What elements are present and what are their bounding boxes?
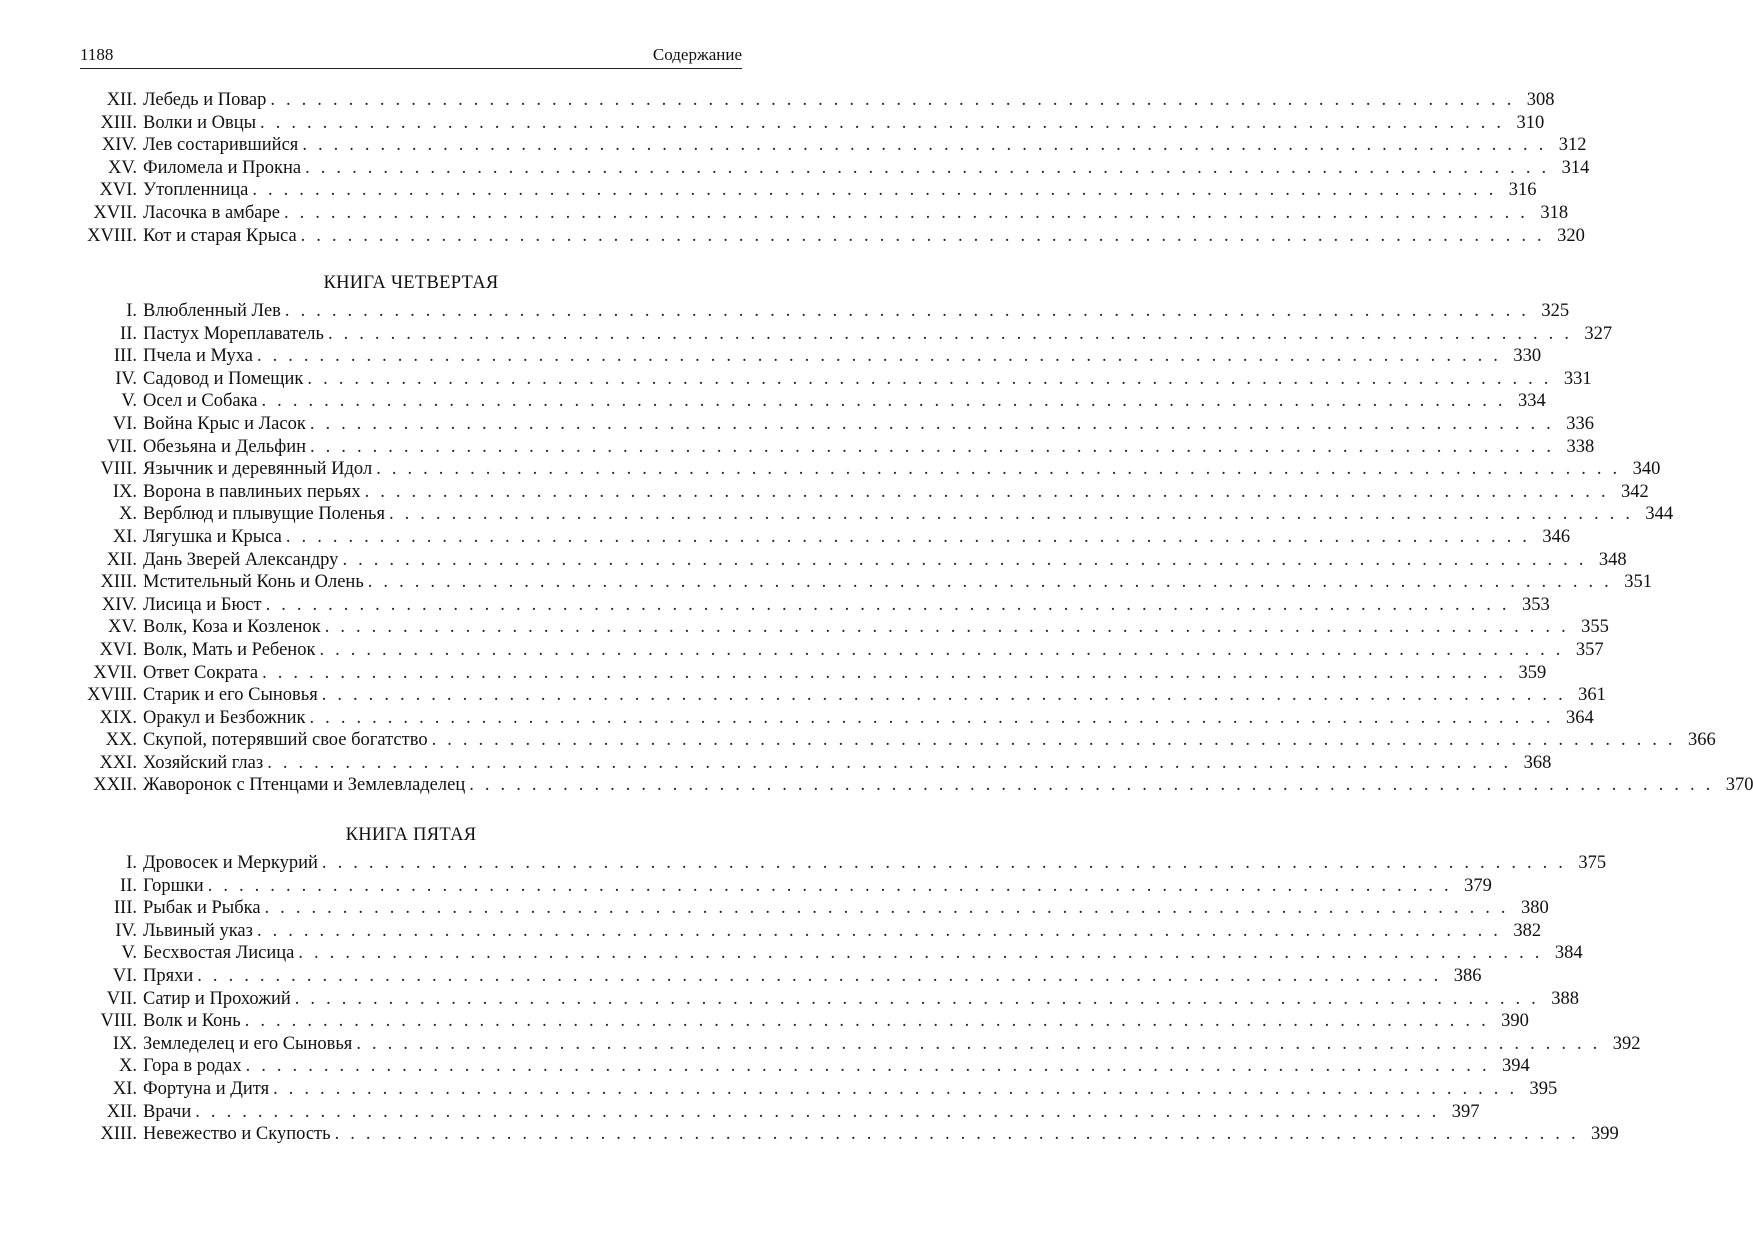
entry-title: Лев состарившийся: [143, 134, 302, 157]
dot-leader: . . . . . . . . . . . . . . . . . . . . . . . . . . . . . . . . . . . . . . . . . . . . . . . . . . . . . . . . . . . . . . . . . . . . . . . . . . . . . . . .: [298, 943, 1543, 964]
dot-leader: . . . . . . . . . . . . . . . . . . . . . . . . . . . . . . . . . . . . . . . . . . . . . . . . . . . . . . . . . . . . . . . . . . . . . . . . . . . . . . . .: [265, 594, 1510, 615]
dot-leader: . . . . . . . . . . . . . . . . . . . . . . . . . . . . . . . . . . . . . . . . . . . . . . . . . . . . . . . . . . . . . . . . . . . . . . . . . . . . . . . .: [283, 202, 1529, 223]
dot-leader: . . . . . . . . . . . . . . . . . . . . . . . . . . . . . . . . . . . . . . . . . . . . . . . . . . . . . . . . . . . . . . . . . . . . . . . . . . . . . . . .: [252, 180, 1497, 201]
toc-group-continued: [80, 89, 1590, 247]
entry-number: XII.: [106, 1101, 137, 1122]
entry-number: XI.: [112, 1078, 137, 1099]
dot-leader: . . . . . . . . . . . . . . . . . . . . . . . . . . . . . . . . . . . . . . . . . . . . . . . . . . . . . . . . . . . . . . . . . . . . . . . . . . . . . . . .: [376, 459, 1621, 480]
entry-title: Ответ Сократа: [143, 662, 262, 685]
entry-title: Старик и его Сыновья: [143, 684, 322, 707]
toc-group-book-four: [80, 300, 1753, 797]
entry-title: Скупой, потерявший свое богатство: [143, 729, 432, 752]
dot-leader: . . . . . . . . . . . . . . . . . . . . . . . . . . . . . . . . . . . . . . . . . . . . . . . . . . . . . . . . . . . . . . . . . . . . . . . . . . . . . . . .: [195, 1101, 1440, 1122]
dot-leader: . . . . . . . . . . . . . . . . . . . . . . . . . . . . . . . . . . . . . . . . . . . . . . . . . . . . . . . . . . . . . . . . . . . . . . . . . . . . . . . .: [327, 323, 1573, 344]
dot-leader: . . . . . . . . . . . . . . . . . . . . . . . . . . . . . . . . . . . . . . . . . . . . . . . . . . . . . . . . . . . . . . . . . . . . . . . . . . . . . . . .: [302, 135, 1547, 156]
entry-number: VI.: [112, 413, 137, 434]
entry-number: VII.: [106, 988, 137, 1009]
toc-entry: [80, 594, 1550, 617]
entry-page: 336: [1566, 413, 1595, 434]
dot-leader: . . . . . . . . . . . . . . . . . . . . . . . . . . . . . . . . . . . . . . . . . . . . . . . . . . . . . . . . . . . . . . . . . . . . . . . . . . . . . . . .: [324, 617, 1569, 638]
toc-entry: [80, 684, 1606, 707]
entry-page: 353: [1522, 594, 1550, 615]
dot-leader: . . . . . . . . . . . . . . . . . . . . . . . . . . . . . . . . . . . . . . . . . . . . . . . . . . . . . . . . . . . . . . . . . . . . . . . . . . . . . . . .: [431, 730, 1676, 751]
entry-page: 364: [1565, 707, 1594, 728]
entry-number: XVII.: [93, 662, 137, 683]
entry-number: IX.: [112, 1033, 137, 1054]
toc-entry: [80, 368, 1592, 391]
entry-page: 397: [1451, 1101, 1480, 1122]
toc-entry: [80, 942, 1583, 965]
toc-entry: [80, 157, 1590, 180]
entry-number: V.: [121, 391, 137, 412]
toc-entry: [80, 345, 1542, 368]
dot-leader: . . . . . . . . . . . . . . . . . . . . . . . . . . . . . . . . . . . . . . . . . . . . . . . . . . . . . . . . . . . . . . . . . . . . . . . . . . . . . . . .: [197, 965, 1442, 986]
dot-leader: . . . . . . . . . . . . . . . . . . . . . . . . . . . . . . . . . . . . . . . . . . . . . . . . . . . . . . . . . . . . . . . . . . . . . . . . . . . . . . . .: [321, 853, 1567, 873]
toc-entry: [80, 774, 1753, 797]
entry-title: Пряхи: [143, 965, 197, 988]
entry-page: 340: [1632, 459, 1661, 480]
entry-number: XI.: [112, 526, 137, 547]
entry-page: 316: [1508, 180, 1537, 201]
entry-page: 351: [1624, 572, 1652, 593]
entry-title: Львиный указ: [143, 920, 257, 943]
entry-page: 392: [1612, 1033, 1641, 1054]
entry-page: 312: [1558, 135, 1587, 156]
toc-entry: [80, 323, 1613, 346]
dot-leader: . . . . . . . . . . . . . . . . . . . . . . . . . . . . . . . . . . . . . . . . . . . . . . . . . . . . . . . . . . . . . . . . . . . . . . . . . . . . . . . .: [309, 707, 1554, 728]
entry-title: Дровосек и Меркурий: [143, 852, 322, 875]
entry-number: I.: [126, 301, 137, 321]
toc-entry: [80, 112, 1545, 135]
entry-title: Мстительный Конь и Олень: [143, 571, 368, 594]
entry-title: Кот и старая Крыса: [143, 225, 301, 248]
entry-page: 338: [1566, 436, 1595, 457]
dot-leader: . . . . . . . . . . . . . . . . . . . . . . . . . . . . . . . . . . . . . . . . . . . . . . . . . . . . . . . . . . . . . . . . . . . . . . . . . . . . . . . .: [256, 920, 1502, 941]
dot-leader: . . . . . . . . . . . . . . . . . . . . . . . . . . . . . . . . . . . . . . . . . . . . . . . . . . . . . . . . . . . . . . . . . . . . . . . . . . . . . . . .: [342, 549, 1587, 570]
entry-number: XVI.: [99, 639, 137, 660]
entry-number: VIII.: [100, 459, 137, 480]
entry-title: Волк и Конь: [143, 1010, 245, 1033]
toc-entry: [80, 1010, 1529, 1033]
entry-page: 368: [1523, 752, 1552, 773]
entry-title: Филомела и Прокна: [143, 157, 305, 180]
entry-number: XII.: [106, 90, 137, 110]
entry-number: XIX.: [99, 707, 137, 728]
entry-title: Гора в родах: [143, 1055, 246, 1078]
toc-entry: [80, 134, 1587, 157]
toc-entry: [80, 852, 1607, 875]
dot-leader: . . . . . . . . . . . . . . . . . . . . . . . . . . . . . . . . . . . . . . . . . . . . . . . . . . . . . . . . . . . . . . . . . . . . . . . . . . . . . . . .: [294, 988, 1539, 1009]
entry-number: XIII.: [100, 572, 137, 593]
toc-entry: [80, 1078, 1558, 1101]
entry-title: Жаворонок с Птенцами и Землевладелец: [143, 774, 469, 797]
section-heading: КНИГА ЧЕТВЕРТАЯ: [323, 273, 499, 293]
dot-leader: . . . . . . . . . . . . . . . . . . . . . . . . . . . . . . . . . . . . . . . . . . . . . . . . . . . . . . . . . . . . . . . . . . . . . . . . . . . . . . . .: [307, 368, 1552, 389]
entry-page: 357: [1575, 639, 1604, 660]
entry-number: IV.: [115, 920, 137, 941]
entry-number: IX.: [112, 481, 137, 502]
dot-leader: . . . . . . . . . . . . . . . . . . . . . . . . . . . . . . . . . . . . . . . . . . . . . . . . . . . . . . . . . . . . . . . . . . . . . . . . . . . . . . . .: [356, 1033, 1601, 1054]
toc-entry: [80, 1101, 1480, 1124]
entry-number: X.: [119, 504, 137, 525]
entry-number: XIII.: [100, 112, 137, 133]
entry-page: 380: [1520, 898, 1549, 919]
entry-number: XVIII.: [87, 685, 137, 706]
entry-number: I.: [126, 853, 137, 873]
toc-entry: [80, 225, 1585, 248]
entry-page: 355: [1581, 617, 1609, 638]
entry-title: Пчела и Муха: [143, 345, 257, 368]
entry-number: XIV.: [101, 135, 137, 156]
entry-page: 394: [1502, 1056, 1530, 1077]
toc-entry: [80, 390, 1546, 413]
entry-page: 390: [1501, 1011, 1529, 1032]
dot-leader: . . . . . . . . . . . . . . . . . . . . . . . . . . . . . . . . . . . . . . . . . . . . . . . . . . . . . . . . . . . . . . . . . . . . . . . . . . . . . . . .: [334, 1124, 1579, 1145]
toc-entry: [80, 1033, 1641, 1056]
entry-page: 384: [1554, 943, 1583, 964]
section-heading: КНИГА ПЯТАЯ: [345, 825, 477, 845]
entry-title: Война Крыс и Ласок: [143, 413, 310, 436]
toc-entry: [80, 988, 1579, 1011]
entry-page: 366: [1688, 730, 1716, 751]
entry-page: 346: [1542, 526, 1571, 547]
toc-entry: [80, 639, 1604, 662]
entry-number: III.: [113, 898, 137, 919]
toc-entry: [80, 89, 1555, 112]
entry-page: 375: [1578, 853, 1607, 873]
entry-title: Пастух Мореплаватель: [143, 323, 328, 346]
entry-number: VII.: [106, 436, 137, 457]
entry-page: 399: [1591, 1124, 1619, 1145]
toc-entry: [80, 436, 1595, 459]
entry-number: XV.: [108, 157, 137, 178]
entry-title: Фортуна и Дитя: [143, 1078, 273, 1101]
entry-number: XVII.: [93, 202, 137, 223]
entry-page: 348: [1598, 549, 1627, 570]
toc-entry: [80, 202, 1569, 225]
entry-page: 370: [1725, 775, 1753, 796]
entry-number: IV.: [115, 368, 137, 389]
dot-leader: . . . . . . . . . . . . . . . . . . . . . . . . . . . . . . . . . . . . . . . . . . . . . . . . . . . . . . . . . . . . . . . . . . . . . . . . . . . . . . . .: [321, 685, 1566, 706]
entry-page: 386: [1453, 965, 1482, 986]
toc-entry: [80, 752, 1552, 775]
toc-entry: [80, 965, 1482, 988]
entry-title: Влюбленный Лев: [143, 300, 285, 323]
entry-title: Ворона в павлиньих перьях: [143, 481, 365, 504]
entry-number: XVI.: [99, 180, 137, 201]
entry-title: Лебедь и Повар: [143, 89, 270, 112]
entry-title: Врачи: [143, 1101, 195, 1124]
dot-leader: . . . . . . . . . . . . . . . . . . . . . . . . . . . . . . . . . . . . . . . . . . . . . . . . . . . . . . . . . . . . . . . . . . . . . . . . . . . . . . . .: [300, 225, 1545, 246]
entry-page: 325: [1541, 301, 1570, 321]
entry-title: Земледелец и его Сыновья: [143, 1033, 356, 1056]
entry-page: 310: [1516, 112, 1545, 133]
entry-title: Ласочка в амбаре: [143, 202, 284, 225]
toc-entry: [80, 707, 1594, 730]
entry-number: V.: [121, 943, 137, 964]
entry-title: Дань Зверей Александру: [143, 549, 342, 572]
entry-page: 314: [1561, 157, 1590, 178]
toc-entry: [80, 616, 1609, 639]
toc-entry: [80, 481, 1649, 504]
dot-leader: . . . . . . . . . . . . . . . . . . . . . . . . . . . . . . . . . . . . . . . . . . . . . . . . . . . . . . . . . . . . . . . . . . . . . . . . . . . . . . . .: [256, 346, 1502, 367]
dot-leader: . . . . . . . . . . . . . . . . . . . . . . . . . . . . . . . . . . . . . . . . . . . . . . . . . . . . . . . . . . . . . . . . . . . . . . . . . . . . . . . .: [245, 1056, 1490, 1077]
entry-title: Верблюд и плывущие Поленья: [143, 503, 389, 526]
entry-title: Утопленница: [143, 179, 252, 202]
entry-number: XIV.: [101, 594, 137, 615]
entry-title: Горшки: [143, 875, 208, 898]
entry-page: 344: [1645, 504, 1674, 525]
toc-entry: [80, 526, 1571, 549]
toc-entry: [80, 1055, 1530, 1078]
entry-number: III.: [113, 346, 137, 367]
running-header: [80, 42, 742, 69]
entry-number: XX.: [105, 730, 137, 751]
dot-leader: . . . . . . . . . . . . . . . . . . . . . . . . . . . . . . . . . . . . . . . . . . . . . . . . . . . . . . . . . . . . . . . . . . . . . . . . . . . . . . . .: [273, 1078, 1518, 1099]
toc-entry: [80, 1123, 1619, 1146]
toc-group-book-five: [80, 852, 1641, 1146]
dot-leader: . . . . . . . . . . . . . . . . . . . . . . . . . . . . . . . . . . . . . . . . . . . . . . . . . . . . . . . . . . . . . . . . . . . . . . . . . . . . . . . .: [309, 413, 1555, 434]
toc-entry: [80, 920, 1542, 943]
entry-page: 382: [1513, 920, 1542, 941]
entry-page: 331: [1563, 368, 1592, 389]
toc-entry: [80, 897, 1549, 920]
entry-number: XVIII.: [87, 225, 137, 246]
dot-leader: . . . . . . . . . . . . . . . . . . . . . . . . . . . . . . . . . . . . . . . . . . . . . . . . . . . . . . . . . . . . . . . . . . . . . . . . . . . . . . . .: [469, 775, 1714, 796]
entry-title: Бесхвостая Лисица: [143, 942, 298, 965]
entry-page: 361: [1578, 685, 1606, 706]
dot-leader: . . . . . . . . . . . . . . . . . . . . . . . . . . . . . . . . . . . . . . . . . . . . . . . . . . . . . . . . . . . . . . . . . . . . . . . . . . . . . . . .: [270, 90, 1515, 110]
entry-page: 342: [1621, 481, 1649, 502]
entry-number: VIII.: [100, 1011, 137, 1032]
dot-leader: . . . . . . . . . . . . . . . . . . . . . . . . . . . . . . . . . . . . . . . . . . . . . . . . . . . . . . . . . . . . . . . . . . . . . . . . . . . . . . . .: [260, 112, 1505, 133]
entry-title: Волки и Овцы: [143, 112, 260, 135]
page-number: 1188: [80, 45, 114, 64]
dot-leader: . . . . . . . . . . . . . . . . . . . . . . . . . . . . . . . . . . . . . . . . . . . . . . . . . . . . . . . . . . . . . . . . . . . . . . . . . . . . . . . .: [267, 752, 1512, 773]
entry-number: XXI.: [99, 752, 137, 773]
entry-number: XIII.: [100, 1124, 137, 1145]
entry-number: XII.: [106, 549, 137, 570]
toc-entry: [80, 729, 1716, 752]
entry-page: 388: [1551, 988, 1579, 1009]
toc-entry: [80, 413, 1595, 436]
dot-leader: . . . . . . . . . . . . . . . . . . . . . . . . . . . . . . . . . . . . . . . . . . . . . . . . . . . . . . . . . . . . . . . . . . . . . . . . . . . . . . . .: [284, 301, 1530, 321]
entry-title: Рыбак и Рыбка: [143, 897, 265, 920]
toc-entry: [80, 300, 1570, 323]
dot-leader: . . . . . . . . . . . . . . . . . . . . . . . . . . . . . . . . . . . . . . . . . . . . . . . . . . . . . . . . . . . . . . . . . . . . . . . . . . . . . . . .: [388, 504, 1634, 525]
toc-entry: [80, 662, 1547, 685]
entry-number: XV.: [108, 617, 137, 638]
dot-leader: . . . . . . . . . . . . . . . . . . . . . . . . . . . . . . . . . . . . . . . . . . . . . . . . . . . . . . . . . . . . . . . . . . . . . . . . . . . . . . . .: [364, 481, 1609, 502]
entry-title: Волк, Коза и Козленок: [143, 616, 325, 639]
entry-page: 318: [1540, 202, 1569, 223]
header-title: Содержание: [652, 45, 742, 64]
dot-leader: . . . . . . . . . . . . . . . . . . . . . . . . . . . . . . . . . . . . . . . . . . . . . . . . . . . . . . . . . . . . . . . . . . . . . . . . . . . . . . . .: [262, 662, 1507, 683]
entry-page: 379: [1464, 875, 1492, 896]
dot-leader: . . . . . . . . . . . . . . . . . . . . . . . . . . . . . . . . . . . . . . . . . . . . . . . . . . . . . . . . . . . . . . . . . . . . . . . . . . . . . . . .: [319, 639, 1564, 660]
entry-page: 395: [1529, 1078, 1558, 1099]
entry-title: Лисица и Бюст: [143, 594, 266, 617]
entry-number: VI.: [112, 965, 137, 986]
dot-leader: . . . . . . . . . . . . . . . . . . . . . . . . . . . . . . . . . . . . . . . . . . . . . . . . . . . . . . . . . . . . . . . . . . . . . . . . . . . . . . . .: [367, 572, 1612, 593]
entry-page: 330: [1513, 346, 1542, 367]
dot-leader: . . . . . . . . . . . . . . . . . . . . . . . . . . . . . . . . . . . . . . . . . . . . . . . . . . . . . . . . . . . . . . . . . . . . . . . . . . . . . . . .: [244, 1011, 1489, 1032]
entry-title: Оракул и Безбожник: [143, 707, 310, 730]
entry-title: Садовод и Помещик: [143, 368, 307, 391]
entry-number: XXII.: [93, 775, 137, 796]
toc-entry: [80, 458, 1661, 481]
entry-title: Язычник и деревянный Идол: [143, 458, 376, 481]
toc-entry: [80, 549, 1627, 572]
dot-leader: . . . . . . . . . . . . . . . . . . . . . . . . . . . . . . . . . . . . . . . . . . . . . . . . . . . . . . . . . . . . . . . . . . . . . . . . . . . . . . . .: [261, 391, 1506, 412]
dot-leader: . . . . . . . . . . . . . . . . . . . . . . . . . . . . . . . . . . . . . . . . . . . . . . . . . . . . . . . . . . . . . . . . . . . . . . . . . . . . . . . .: [305, 157, 1550, 178]
dot-leader: . . . . . . . . . . . . . . . . . . . . . . . . . . . . . . . . . . . . . . . . . . . . . . . . . . . . . . . . . . . . . . . . . . . . . . . . . . . . . . . .: [207, 875, 1452, 896]
dot-leader: . . . . . . . . . . . . . . . . . . . . . . . . . . . . . . . . . . . . . . . . . . . . . . . . . . . . . . . . . . . . . . . . . . . . . . . . . . . . . . . .: [285, 526, 1531, 547]
toc-entry: [80, 875, 1492, 898]
toc-entry: [80, 503, 1674, 526]
entry-title: Хозяйский глаз: [143, 752, 267, 775]
dot-leader: . . . . . . . . . . . . . . . . . . . . . . . . . . . . . . . . . . . . . . . . . . . . . . . . . . . . . . . . . . . . . . . . . . . . . . . . . . . . . . . .: [264, 898, 1509, 919]
dot-leader: . . . . . . . . . . . . . . . . . . . . . . . . . . . . . . . . . . . . . . . . . . . . . . . . . . . . . . . . . . . . . . . . . . . . . . . . . . . . . . . .: [310, 436, 1555, 457]
entry-page: 327: [1584, 323, 1613, 344]
toc-entry: [80, 179, 1537, 202]
entry-page: 359: [1518, 662, 1547, 683]
entry-title: Осел и Собака: [143, 390, 262, 413]
entry-number: X.: [119, 1056, 137, 1077]
entry-page: 320: [1557, 225, 1585, 246]
entry-number: II.: [120, 323, 137, 344]
entry-number: II.: [120, 875, 137, 896]
entry-title: Сатир и Прохожий: [143, 988, 295, 1011]
entry-title: Волк, Мать и Ребенок: [143, 639, 319, 662]
entry-title: Лягушка и Крыса: [143, 526, 286, 549]
toc-entry: [80, 571, 1652, 594]
entry-title: Обезьяна и Дельфин: [143, 436, 310, 459]
entry-title: Невежество и Скупость: [143, 1123, 335, 1146]
entry-page: 334: [1517, 391, 1546, 412]
entry-page: 308: [1526, 90, 1555, 110]
